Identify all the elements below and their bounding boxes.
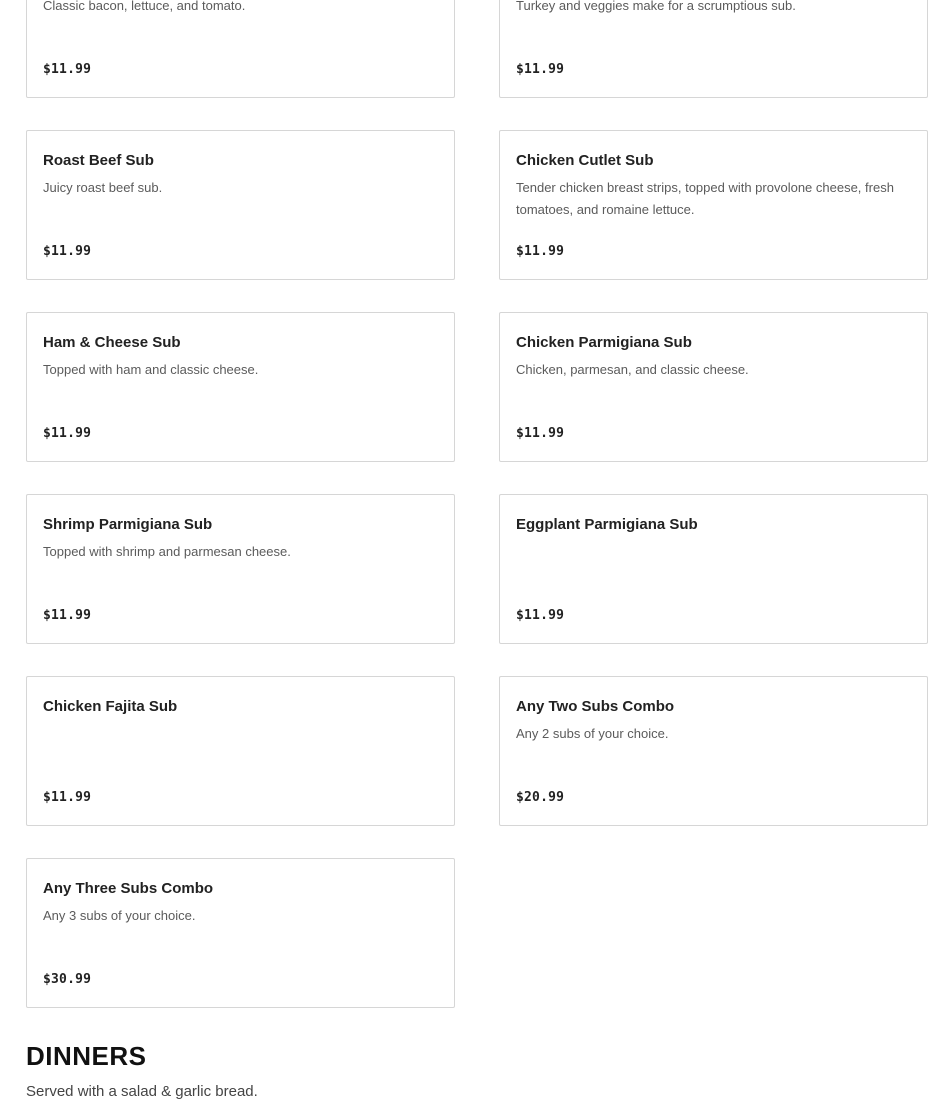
- menu-item-price: $11.99: [516, 608, 565, 623]
- menu-item-card[interactable]: [499, 312, 928, 462]
- menu-item-price: $11.99: [516, 62, 565, 77]
- menu-item-price: $30.99: [43, 972, 92, 987]
- menu-item-name: Roast Beef Sub: [43, 152, 154, 169]
- menu-item-description: Topped with shrimp and parmesan cheese.: [43, 544, 291, 559]
- menu-item-price: $11.99: [516, 426, 565, 441]
- menu-item-card[interactable]: [26, 494, 455, 644]
- menu-item-name: Chicken Fajita Sub: [43, 698, 178, 715]
- menu-item-name: Chicken Cutlet Sub: [516, 152, 654, 169]
- menu-item-description: Classic bacon, lettuce, and tomato.: [43, 0, 246, 13]
- menu-item-description: Turkey and veggies make for a scrumptious sub.: [516, 0, 796, 13]
- menu-item-name: Shrimp Parmigiana Sub: [43, 516, 213, 533]
- menu-item-card[interactable]: [499, 494, 928, 644]
- menu-item-card[interactable]: [26, 676, 455, 826]
- section-title-dinners: DINNERS: [26, 1041, 147, 1071]
- menu-item-price: $20.99: [516, 790, 565, 805]
- menu-item-card[interactable]: [26, 130, 455, 280]
- menu-item-price: $11.99: [43, 790, 92, 805]
- menu-item-name: Ham & Cheese Sub: [43, 334, 181, 351]
- menu-item-card[interactable]: [499, 130, 928, 280]
- menu-item-name: Eggplant Parmigiana Sub: [516, 516, 698, 533]
- menu-item-price: $11.99: [516, 244, 565, 259]
- menu-item-price: $11.99: [43, 244, 92, 259]
- menu-item-name: Any Two Subs Combo: [516, 698, 675, 715]
- menu-item-description: Chicken, parmesan, and classic cheese.: [516, 362, 749, 377]
- menu-item-price: $11.99: [43, 426, 92, 441]
- menu-item-card[interactable]: [26, 312, 455, 462]
- menu-item-card[interactable]: [499, 676, 928, 826]
- menu-item-description: Any 3 subs of your choice.: [43, 908, 196, 923]
- menu-item-card[interactable]: [499, 0, 928, 98]
- menu-item-name: Any Three Subs Combo: [43, 880, 214, 897]
- menu-item-price: $11.99: [43, 62, 92, 77]
- menu-item-name: Chicken Parmigiana Sub: [516, 334, 692, 351]
- menu-item-card[interactable]: [26, 0, 455, 98]
- menu-item-description: Juicy roast beef sub.: [43, 180, 163, 195]
- section-subtitle-dinners: Served with a salad & garlic bread.: [26, 1083, 258, 1100]
- menu-item-card[interactable]: [26, 858, 455, 1008]
- menu-item-description: Topped with ham and classic cheese.: [43, 362, 259, 377]
- menu-item-description: Any 2 subs of your choice.: [516, 726, 669, 741]
- menu-item-description: Tender chicken breast strips, topped with provolone cheese, fresh tomatoes, and romaine lettuce.: [516, 180, 894, 217]
- menu-item-price: $11.99: [43, 608, 92, 623]
- menu-items-grid: [26, 0, 928, 1008]
